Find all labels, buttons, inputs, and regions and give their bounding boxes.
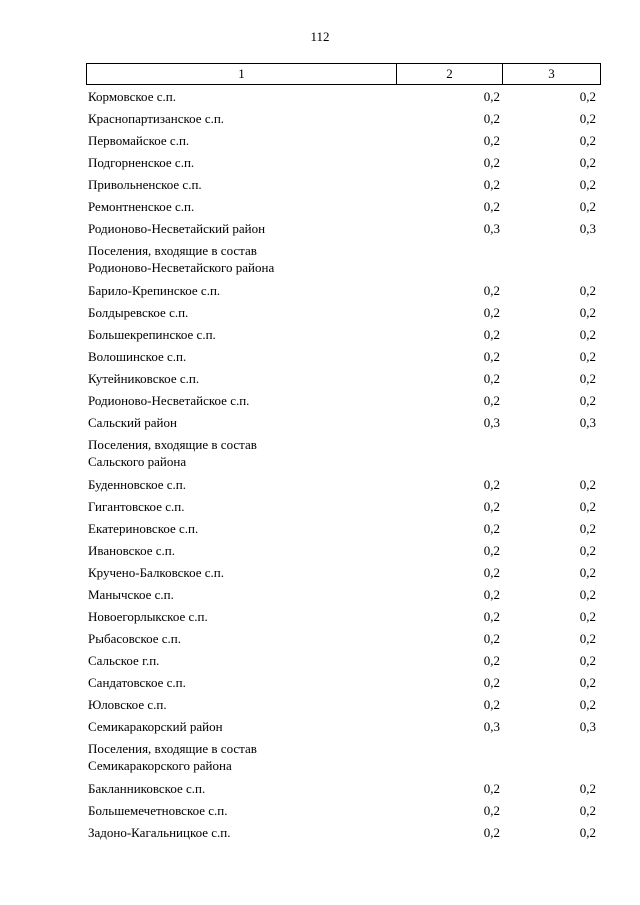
header-col-2: 2 <box>397 64 503 85</box>
table-row <box>86 219 600 241</box>
row-value-col-2: 0,2 <box>483 697 500 712</box>
row-value-col-3 <box>536 241 596 242</box>
row-value-col-2: 0,2 <box>483 653 500 668</box>
row-name: Кручено-Балковское с.п. <box>88 565 224 580</box>
row-name: Родионово-Несветайский район <box>88 221 266 236</box>
row-value-col-2: 0,2 <box>483 305 500 320</box>
table-row <box>86 717 600 739</box>
header-col-3: 3 <box>503 64 601 85</box>
row-value-col-2: 0,2 <box>483 631 500 646</box>
row-value-col-3: 0,2 <box>579 609 596 624</box>
table-row <box>86 673 600 695</box>
row-value-col-2: 0,2 <box>483 609 500 624</box>
row-value-col-3: 0,2 <box>579 521 596 536</box>
row-value-col-3: 0,2 <box>579 543 596 558</box>
row-name: Юловское с.п. <box>88 697 167 712</box>
table-row <box>86 347 600 369</box>
row-value-col-3: 0,3 <box>579 221 596 236</box>
table-row <box>86 823 600 845</box>
table-row <box>86 435 600 475</box>
table-row <box>86 241 600 281</box>
table-row <box>86 391 600 413</box>
row-value-col-2: 0,3 <box>483 415 500 430</box>
row-name: Родионово-Несветайское с.п. <box>88 393 250 408</box>
row-value-col-2: 0,2 <box>483 675 500 690</box>
table-row <box>86 325 600 347</box>
row-name: Буденновское с.п. <box>88 477 187 492</box>
row-value-col-2: 0,3 <box>483 719 500 734</box>
row-value-col-3: 0,2 <box>579 155 596 170</box>
table-row <box>86 801 600 823</box>
row-value-col-3: 0,2 <box>579 675 596 690</box>
table-row <box>86 779 600 801</box>
row-value-col-3: 0,2 <box>579 327 596 342</box>
row-value-col-3: 0,2 <box>579 587 596 602</box>
row-value-col-2: 0,2 <box>483 327 500 342</box>
table-row <box>86 413 600 435</box>
table-row <box>86 519 600 541</box>
row-name: Болдыревское с.п. <box>88 305 189 320</box>
row-name: Задоно-Кагальницкое с.п. <box>88 825 231 840</box>
table-row <box>86 651 600 673</box>
row-name: Екатериновское с.п. <box>88 521 199 536</box>
row-value-col-3: 0,2 <box>579 349 596 364</box>
table-header-row <box>87 64 601 85</box>
row-name: Большемечетновское с.п. <box>88 803 228 818</box>
row-name: Сандатовское с.п. <box>88 675 186 690</box>
row-value-col-3: 0,2 <box>579 371 596 386</box>
row-value-col-2 <box>440 739 500 740</box>
row-value-col-2: 0,2 <box>483 543 500 558</box>
row-value-col-2: 0,2 <box>483 587 500 602</box>
row-name: Волошинское с.п. <box>88 349 187 364</box>
table-row <box>86 197 600 219</box>
row-value-col-3: 0,2 <box>579 565 596 580</box>
row-name: Ивановское с.п. <box>88 543 175 558</box>
row-name: Кормовское с.п. <box>88 89 176 104</box>
row-name: Сальский район <box>88 415 177 430</box>
row-value-col-3: 0,2 <box>579 631 596 646</box>
row-value-col-3: 0,2 <box>579 653 596 668</box>
row-value-col-2: 0,2 <box>483 371 500 386</box>
row-value-col-2: 0,2 <box>483 477 500 492</box>
row-value-col-2: 0,2 <box>483 825 500 840</box>
row-value-col-2: 0,2 <box>483 155 500 170</box>
row-value-col-2: 0,2 <box>483 781 500 796</box>
row-value-col-2: 0,2 <box>483 199 500 214</box>
table-row <box>86 131 600 153</box>
row-name: Первомайское с.п. <box>88 133 190 148</box>
row-value-col-2 <box>440 241 500 242</box>
row-value-col-3 <box>536 435 596 436</box>
table-row <box>86 281 600 303</box>
table-row <box>86 87 600 109</box>
table-header <box>86 63 601 85</box>
row-name: Сальское г.п. <box>88 653 160 668</box>
header-col-1: 1 <box>87 64 397 85</box>
row-name: Новоегорлыкское с.п. <box>88 609 208 624</box>
row-value-col-3: 0,2 <box>579 133 596 148</box>
row-value-col-2: 0,2 <box>483 177 500 192</box>
table-row <box>86 109 600 131</box>
row-name: Бакланниковское с.п. <box>88 781 206 796</box>
row-value-col-3: 0,2 <box>579 825 596 840</box>
row-name: Манычское с.п. <box>88 587 174 602</box>
row-value-col-3: 0,2 <box>579 697 596 712</box>
row-value-col-2: 0,2 <box>483 499 500 514</box>
row-value-col-3: 0,2 <box>579 199 596 214</box>
row-name: Краснопартизанское с.п. <box>88 111 225 126</box>
row-value-col-3: 0,2 <box>579 499 596 514</box>
row-value-col-3: 0,3 <box>579 719 596 734</box>
table-row <box>86 629 600 651</box>
row-name: Поселения, входящие в состав Сальского района <box>88 437 257 469</box>
row-value-col-2: 0,2 <box>483 111 500 126</box>
row-name: Ремонтненское с.п. <box>88 199 195 214</box>
row-value-col-2: 0,2 <box>483 283 500 298</box>
table-row <box>86 475 600 497</box>
row-name: Поселения, входящие в состав Семикаракорского района <box>88 741 257 773</box>
table-row <box>86 175 600 197</box>
table-row <box>86 303 600 325</box>
row-value-col-3: 0,2 <box>579 305 596 320</box>
table-row <box>86 497 600 519</box>
row-name: Подгорненское с.п. <box>88 155 195 170</box>
row-value-col-2: 0,2 <box>483 565 500 580</box>
row-value-col-2: 0,2 <box>483 803 500 818</box>
table-row <box>86 369 600 391</box>
row-name: Поселения, входящие в состав Родионово-Несветайского района <box>88 243 275 275</box>
row-name: Барило-Крепинское с.п. <box>88 283 221 298</box>
row-value-col-3: 0,2 <box>579 393 596 408</box>
table-row <box>86 607 600 629</box>
row-value-col-3: 0,2 <box>579 283 596 298</box>
row-value-col-3: 0,2 <box>579 177 596 192</box>
page-number: 112 <box>310 29 330 44</box>
row-value-col-3: 0,2 <box>579 477 596 492</box>
row-value-col-3: 0,2 <box>579 111 596 126</box>
row-name: Кутейниковское с.п. <box>88 371 200 386</box>
table-row <box>86 153 600 175</box>
row-name: Большекрепинское с.п. <box>88 327 216 342</box>
row-value-col-2: 0,2 <box>483 349 500 364</box>
table-row <box>86 541 600 563</box>
row-value-col-3 <box>536 739 596 740</box>
row-name: Гигантовское с.п. <box>88 499 185 514</box>
table-row <box>86 563 600 585</box>
row-value-col-3: 0,2 <box>579 803 596 818</box>
row-value-col-2: 0,2 <box>483 133 500 148</box>
row-value-col-2: 0,2 <box>483 521 500 536</box>
row-name: Привольненское с.п. <box>88 177 202 192</box>
row-name: Семикаракорский район <box>88 719 223 734</box>
table-row <box>86 695 600 717</box>
table-row <box>86 585 600 607</box>
row-value-col-3: 0,2 <box>579 781 596 796</box>
row-name: Рыбасовское с.п. <box>88 631 182 646</box>
row-value-col-2 <box>440 435 500 436</box>
row-value-col-2: 0,3 <box>483 221 500 236</box>
row-value-col-3: 0,3 <box>579 415 596 430</box>
row-value-col-2: 0,2 <box>483 393 500 408</box>
row-value-col-3: 0,2 <box>579 89 596 104</box>
row-value-col-2: 0,2 <box>483 89 500 104</box>
table-row <box>86 739 600 779</box>
table-body <box>86 87 600 845</box>
